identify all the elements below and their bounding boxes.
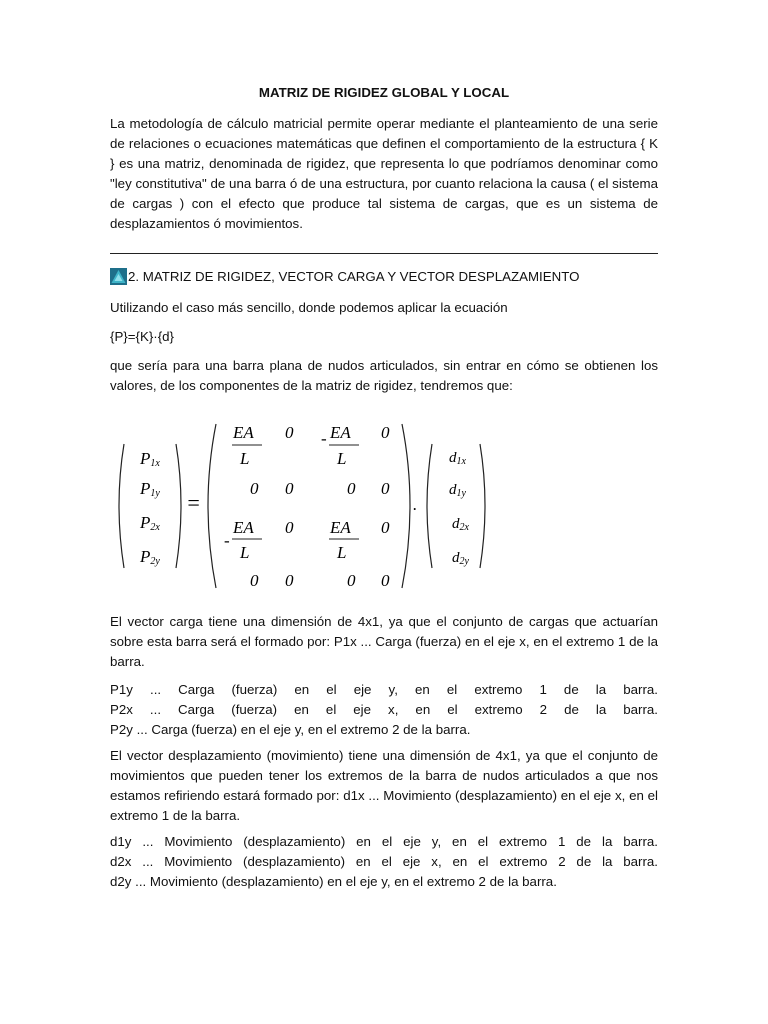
paragraph-vector-desplazamiento: El vector desplazamiento (movimiento) tiene una dimensión de 4x1, ya que el conjunto de movimientos que pueden tener los extremos de la barra de nudos articulados a que nos estamos refiriendo estará formado por: d1x ... Movimiento (desplazamiento) en el eje x, en el extremo 1 de la barra. xyxy=(110,748,658,823)
carga-line-p2x: P2x ... Carga (fuerza) en el eje x, en el extremo 2 de la barra. xyxy=(110,702,658,717)
k-matrix-right-paren xyxy=(402,424,410,588)
stiffness-matrix-equation xyxy=(110,418,490,594)
dot-operator: . xyxy=(413,495,418,514)
k13-minus: - xyxy=(321,429,327,448)
d1y-label: d1y xyxy=(449,482,466,499)
k11-denominator: L xyxy=(240,449,250,468)
horizontal-rule xyxy=(110,253,658,254)
k44-zero: 0 xyxy=(381,571,390,590)
p-vector-left-paren xyxy=(119,444,124,568)
d-vector-left-paren xyxy=(427,444,432,568)
k24-zero: 0 xyxy=(381,479,390,498)
k23-zero: 0 xyxy=(347,479,356,498)
d-vector-right-paren xyxy=(480,444,485,568)
k32-zero: 0 xyxy=(285,518,294,537)
carga-line-p2y: P2y ... Carga (fuerza) en el eje y, en el extremo 2 de la barra. xyxy=(110,722,471,737)
k13-denominator: L xyxy=(337,449,347,468)
desplazamiento-list xyxy=(110,832,658,892)
k31-denominator: L xyxy=(240,543,250,562)
intro-paragraph: La metodología de cálculo matricial permite operar mediante el planteamiento de una serie de relaciones o ecuaciones matemáticas que definen el comportamiento de la estructura { K } es una matriz, denominada de rigidez, que representa lo que podríamos denominar como "ley constitutiva" de una barra ó de una estructura, por cuanto relaciona la causa ( el sistema de cargas ) con el efecto que produce tal sistema de cargas, que es un sistema de desplazamientos ó movimientos. xyxy=(110,116,658,231)
desp-line-d1y: d1y ... Movimiento (desplazamiento) en el eje y, en el extremo 1 de la barra. xyxy=(110,834,658,849)
k12-zero: 0 xyxy=(285,423,294,442)
section-heading-text: 2. MATRIZ DE RIGIDEZ, VECTOR CARGA Y VECTOR DESPLAZAMIENTO xyxy=(128,269,580,284)
p-vector-right-paren xyxy=(176,444,181,568)
d2y-label: d2y xyxy=(452,550,469,567)
k11-numerator: EA xyxy=(233,423,254,442)
p2x-label: P2x xyxy=(140,513,160,533)
k34-zero: 0 xyxy=(381,518,390,537)
paragraph-que-seria: que sería para una barra plana de nudos articulados, sin entrar en cómo se obtienen los valores, de los componentes de la matriz de rigidez, tendremos que: xyxy=(110,358,658,393)
k31-minus: - xyxy=(224,531,230,550)
equation-text: {P}={K}·{d} xyxy=(110,329,174,344)
d2x-label: d2x xyxy=(452,516,469,533)
k33-denominator: L xyxy=(337,543,347,562)
section-heading xyxy=(110,268,579,285)
k14-zero: 0 xyxy=(381,423,390,442)
desp-line-d2x: d2x ... Movimiento (desplazamiento) en el eje x, en el extremo 2 de la barra. xyxy=(110,854,658,869)
k43-zero: 0 xyxy=(347,571,356,590)
carga-line-p1y: P1y ... Carga (fuerza) en el eje y, en el extremo 1 de la barra. xyxy=(110,682,658,697)
k41-zero: 0 xyxy=(250,571,259,590)
k-matrix-left-paren xyxy=(208,424,216,588)
page-title: MATRIZ DE RIGIDEZ GLOBAL Y LOCAL xyxy=(258,85,510,100)
k31-numerator: EA xyxy=(233,518,254,537)
paragraph-vector-carga: El vector carga tiene una dimensión de 4x1, ya que el conjunto de cargas que actuarían sobre esta barra será el formado por: P1x ... Carga (fuerza) en el eje x, en el extremo 1 de la barra. xyxy=(110,614,658,669)
triangle-bullet-icon xyxy=(110,268,127,285)
k21-zero: 0 xyxy=(250,479,259,498)
paragraph-utilizando: Utilizando el caso más sencillo, donde podemos aplicar la ecuación xyxy=(110,300,508,315)
k13-numerator: EA xyxy=(330,423,351,442)
desp-line-d2y: d2y ... Movimiento (desplazamiento) en el eje y, en el extremo 2 de la barra. xyxy=(110,874,557,889)
k33-numerator: EA xyxy=(330,518,351,537)
d1x-label: d1x xyxy=(449,450,466,467)
carga-list xyxy=(110,680,658,740)
equals-sign: = xyxy=(186,490,201,515)
p1y-label: P1y xyxy=(140,479,160,499)
k42-zero: 0 xyxy=(285,571,294,590)
p1x-label: P1x xyxy=(140,449,160,469)
p2y-label: P2y xyxy=(140,547,160,567)
k22-zero: 0 xyxy=(285,479,294,498)
